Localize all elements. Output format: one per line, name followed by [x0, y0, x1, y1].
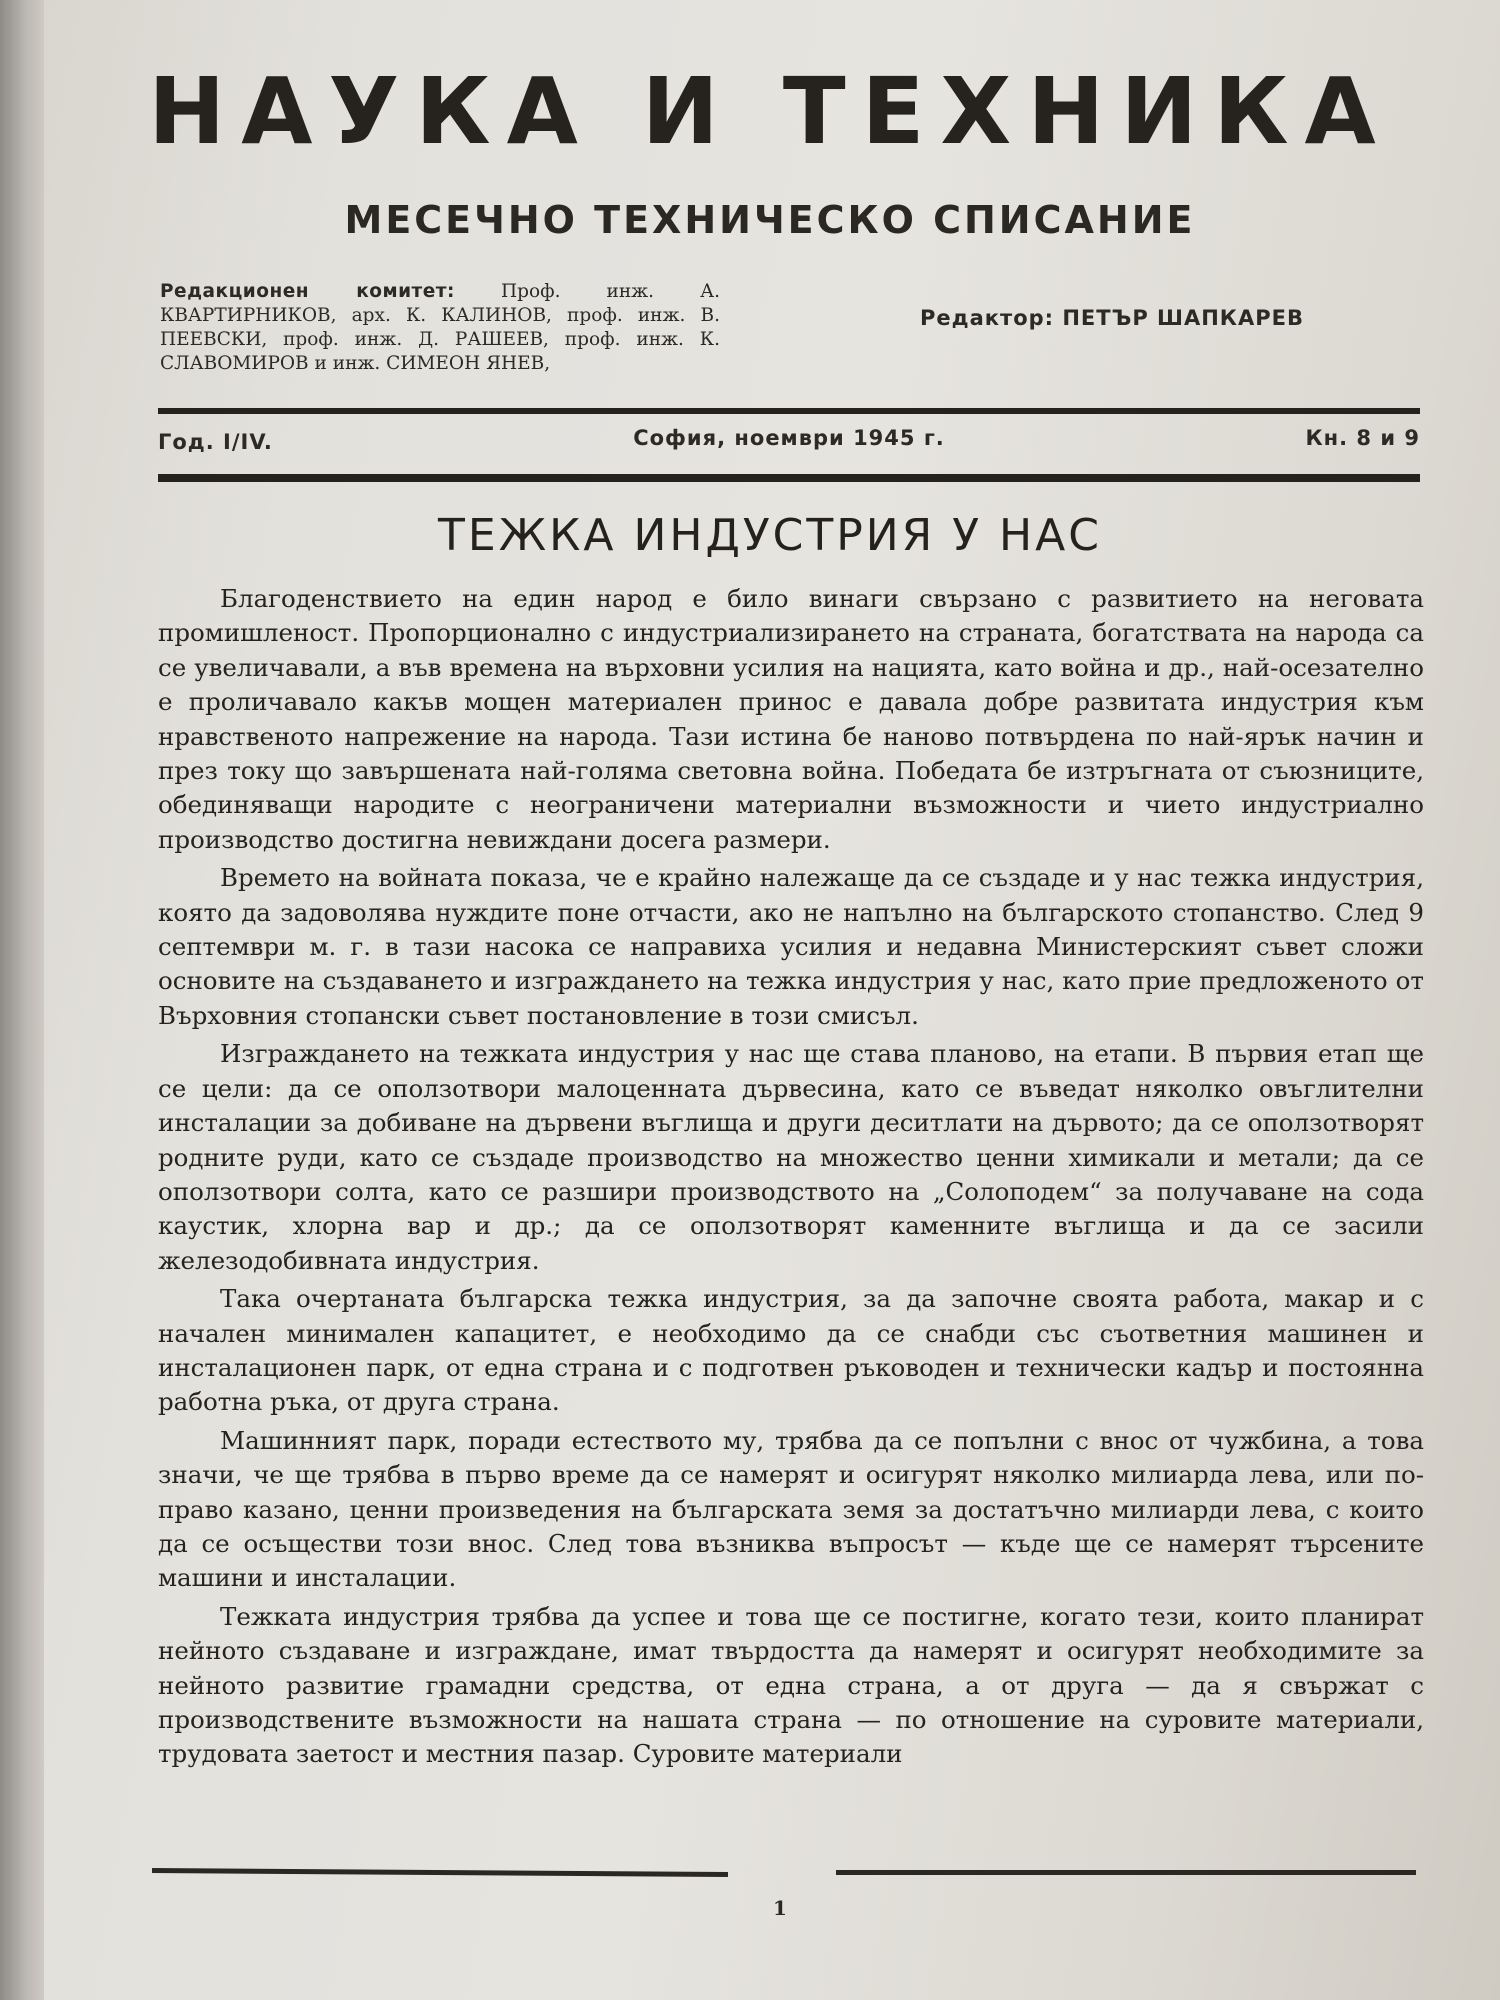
article-paragraph: Машинният парк, поради естеството му, трябва да се попълни с внос от чужбина, а това значи, че ще трябва в първо време да се намерят и осигурят няколко милиарда лева, или по-право казано, ценни произведения на българската земя за достатъчно милиарди лева, с които да се осъществи този внос. След това възниква въпросът — къде ще се намерят търсените машини и инсталации.: [158, 1425, 1424, 1593]
article-body: [158, 582, 1424, 1776]
editor-credit: Редактор: ПЕТЪР ШАПКАРЕВ: [920, 306, 1304, 330]
editorial-committee-members: Проф. инж. А. КВАРТИРНИКОВ, арх. К. КАЛИНОВ, проф. инж. В. ПЕЕВСКИ, проф. инж. Д. РАШЕЕВ, проф. инж. К. СЛАВОМИРОВ и инж. СИМЕОН ЯНЕВ,: [160, 281, 720, 374]
issue-info-row: [158, 426, 1420, 462]
article-paragraph: Времето на войната показа, че е крайно належаще да се създаде и у нас тежка индустрия, която да задоволява нуждите поне отчасти, ако не напълно на българското стопанство. След 9 септември м. г. в тази насока се направиха усилия и недавна Министерският съвет сложи основите на създаването и изграждането на тежка индустрия у нас, като прие предложеното от Върховния стопански съвет постановление в този смисъл.: [158, 863, 1424, 1030]
page-number: 1: [773, 1896, 787, 1920]
journal-subtitle: МЕСЕЧНО ТЕХНИЧЕСКО СПИСАНИЕ: [344, 198, 1196, 242]
article-paragraph: Изграждането на тежката индустрия у нас ще става планово, на етапи. В първия етап ще се цели: да се оползотвори малоценната дървесина, като се въведат няколко овъглителни инсталации за добиване на дървени въглища и други деситлати на дървото; да се оползотворят родните руди, като се създаде производство на множество ценни химикали и метали; да се оползотвори солта, като се разшири производството на „Солоподем“ за получаване на сода каустик, хлорна вар и др.; да се оползотворят каменните въглища и да се засили железодобивната индустрия.: [158, 1039, 1424, 1275]
issue-year: Год. I/IV.: [158, 430, 273, 454]
issue-number: Кн. 8 и 9: [1305, 426, 1420, 450]
header-rule-bottom: [158, 474, 1420, 482]
editorial-committee: [160, 280, 720, 376]
issue-place-date: София, ноември 1945 г.: [633, 426, 945, 450]
footer-rule-right: [836, 1870, 1416, 1875]
article-paragraph: Благоденствието на един народ е било винаги свързано с развитието на неговата промишленост. Пропорционално с индустриализирането на страната, богатствата на народа са се увеличавали, а във времена на върховни усилия на нацията, като война и др., най-осезателно е проличавало какъв мощен материален принос е давала добре развитата индустрия към нравственото напрежение на народа. Тази истина бе наново потвърдена по най-ярък начин и през току що завършената най-голяма световна война. Победата бе изтръгната от съюзниците, обединяващи народите с неограничени материални възможности и чието индустриално производство достигна невиждани досега размери.: [158, 584, 1424, 854]
article-paragraph: Така очертаната българска тежка индустрия, за да започне своята работа, макар и с начален минимален капацитет, е необходимо да се снабди със съответния машинен и инсталационен парк, от една страна и с подготвен ръководен и технически кадър и постоянна работна ръка, от друга страна.: [158, 1284, 1424, 1417]
article-title: ТЕЖКА ИНДУСТРИЯ У НАС: [438, 510, 1102, 561]
journal-title: НАУКА И ТЕХНИКА: [148, 58, 1392, 165]
editorial-committee-label: Редакционен комитет:: [160, 281, 455, 302]
article-paragraph: Тежката индустрия трябва да успее и това ще се постигне, когато тези, които планират нейното създаване и изграждане, имат твърдостта да намерят и осигурят необходимите за нейното развитие грамадни средства, от една страна, а от друга — да я свържат с производствените възможности на нашата страна — по отношение на суровите материали, трудовата заетост и местния пазар. Суровите материали: [158, 1601, 1424, 1769]
binding-gutter: [0, 0, 44, 2000]
header-rule-top: [158, 408, 1420, 414]
